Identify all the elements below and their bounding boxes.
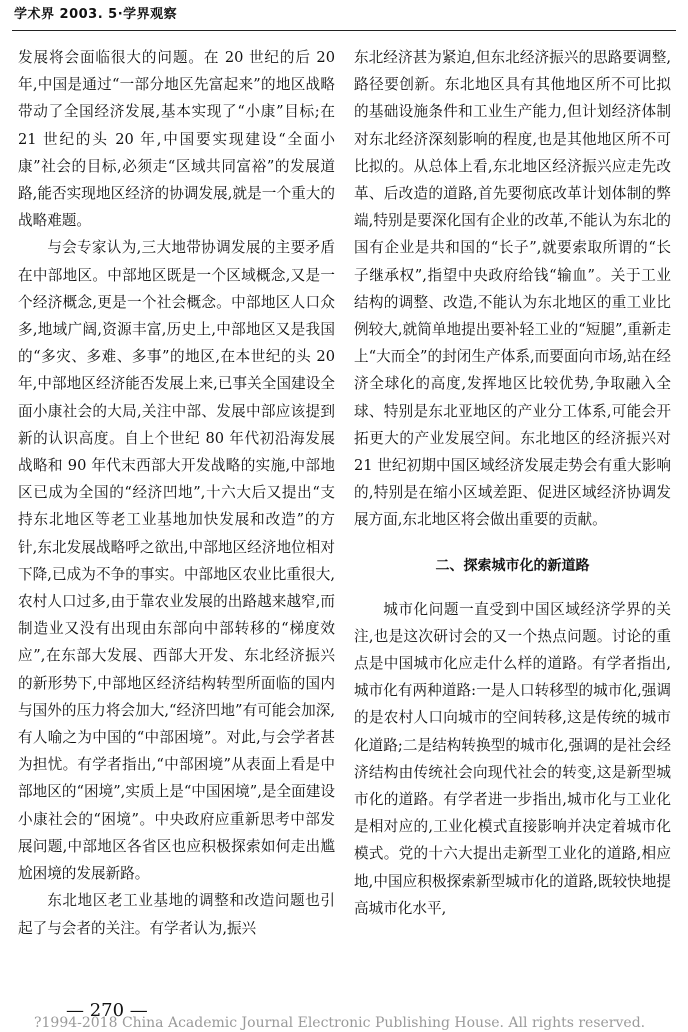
left-column — [18, 44, 335, 942]
body-paragraph: 发展将会面临很大的问题。在 20 世纪的后 20 年,中国是通过“一部分地区先富起来”的地区战略带动了全国经济发展,基本实现了“小康”目标;在 21 世纪的头 20 年,中国要实现建设“全面小康”社会的目标,必须走“区域共同富裕”的发展道路,能否实现地区经济的协调发展,就是一个重大的战略难题。 — [18, 49, 335, 230]
body-paragraph: 东北地区老工业基地的调整和改造问题也引起了与会者的关注。有学者认为,振兴 — [18, 892, 335, 937]
section-heading: 二、探索城市化的新道路 — [435, 557, 590, 574]
header-rule — [12, 30, 676, 31]
copyright-notice: ?1994-2018 China Academic Journal Electronic Publishing House. All rights reserved. — [34, 1015, 646, 1031]
page-number: — 270 — — [66, 1000, 148, 1021]
body-paragraph: 城市化问题一直受到中国区域经济学界的关注,也是这次研讨会的又一个热点问题。讨论的重点是中国城市化应走什么样的道路。有学者指出,城市化有两种道路:一是人口转移型的城市化,强调的是农村人口向城市的空间转移,这是传统的城市化道路;二是结构转换型的城市化,强调的是社会经济结构由传统社会向现代社会的转变,这是新型城市化的道路。有学者进一步指出,城市化与工业化是相对应的,工业化模式直接影响并决定着城市化模式。党的十六大提出走新型工业化的道路,相应地,中国应积极探索新型城市化的道路,既较快地提高城市化水平, — [354, 600, 671, 917]
body-paragraph: 与会专家认为,三大地带协调发展的主要矛盾在中部地区。中部地区既是一个区域概念,又是一个经济概念,更是一个社会概念。中部地区人口众多,地域广阔,资源丰富,历史上,中部地区又是我国的“多灾、多难、多事”的地区,在本世纪的头 20 年,中部地区经济能否发展上来,已事关全国建设全面小康社会的大局,关注中部、发展中部应该提到新的认识高度。自上个世纪 80 年代初沿海发展战略和 90 年代末西部大开发战略的实施,中部地区已成为全国的“经济凹地”,十六大后又提出“支持东北地区等老工业基地加快发展和改造”的方针,东北发展战略呼之欲出,中部地区经济地位相对下降,已成为不争的事实。中部地区农业比重很大,农村人口过多,由于靠农业发展的出路越来越窄,而制造业又没有出现由东部向中部转移的“梯度效应”,在东部大发展、西部大开发、东北经济振兴的新形势下,中部地区经济结构转型所面临的国内与国外的压力将会加大,“经济凹地”有可能会加深,有人喻之为中国的“中部困境”。对此,与会学者甚为担忧。有学者指出,“中部困境”从表面上看是中部地区的“困境”,实质上是“中国困境”,是全面建设小康社会的“困境”。中央政府应重新思考中部发展问题,中部地区各省区也应积极探索如何走出尴尬困境的发展新路。 — [18, 239, 335, 883]
body-paragraph: 东北经济甚为紧迫,但东北经济振兴的思路要调整,路径要创新。东北地区具有其他地区所不可比拟的基础设施条件和工业生产能力,但计划经济体制对东北经济深刻影响的程度,也是其他地区所不可比拟的。从总体上看,东北地区经济振兴应走先改革、后改造的道路,首先要彻底改革计划体制的弊端,特别是要深化国有企业的改革,不能认为东北的国有企业是共和国的“长子”,就要索取所谓的“长子继承权”,指望中央政府给钱“输血”。关于工业结构的调整、改造,不能认为东北地区的重工业比例较大,就简单地提出要补轻工业的“短腿”,重新走上“大而全”的封闭生产体系,而要面向市场,站在经济全球化的高度,发挥地区比较优势,争取融入全球、特别是东北亚地区的产业分工体系,可能会开拓更大的产业发展空间。东北地区的经济振兴对 21 世纪初期中国区域经济发展走势会有重大影响的,特别是在缩小区域差距、促进区域经济协调发展方面,东北地区将会做出重要的贡献。 — [354, 49, 671, 529]
right-column — [354, 44, 671, 922]
running-header: 学术界 2003. 5·学界观察 — [14, 7, 178, 22]
